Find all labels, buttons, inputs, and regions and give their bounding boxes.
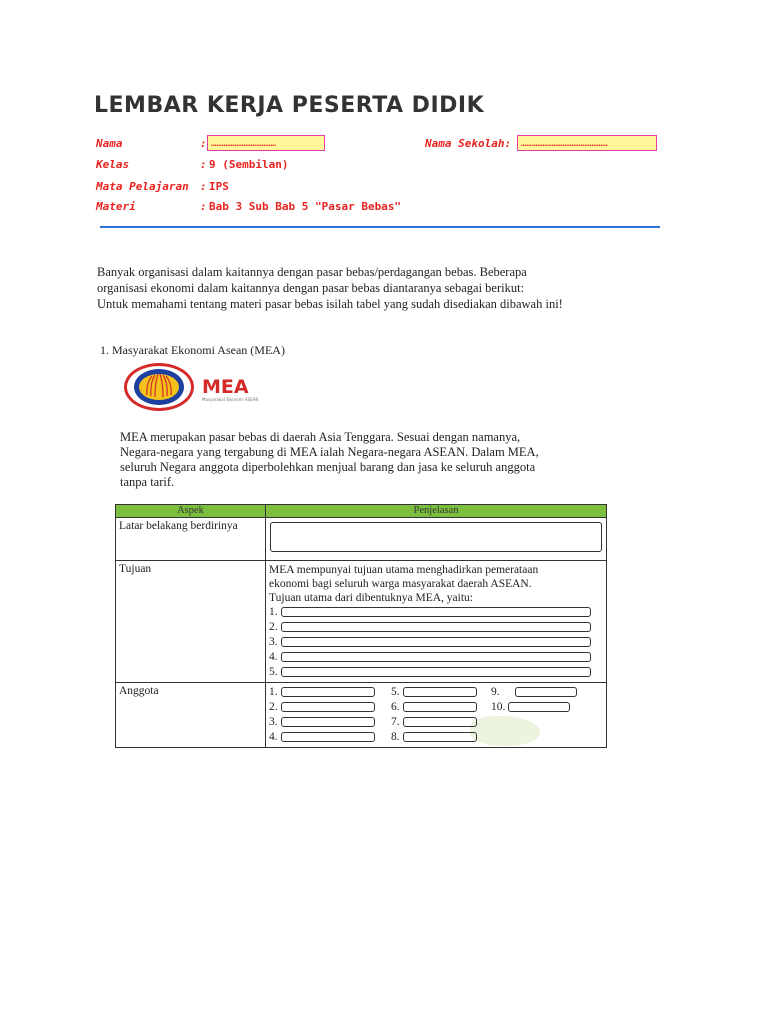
anggota-num-6: 6. [391, 701, 400, 713]
anggota-col-2 [391, 685, 491, 745]
anggota-blank-1[interactable] [281, 687, 375, 697]
mapel-colon: : [200, 180, 207, 193]
table-row-latar [116, 518, 607, 561]
mapel-value: IPS [209, 180, 229, 193]
anggota-num-1: 1. [269, 686, 278, 698]
anggota-blank-7[interactable] [403, 717, 477, 727]
materi-value: Bab 3 Sub Bab 5 "Pasar Bebas" [209, 200, 402, 213]
anggota-num-8: 8. [391, 731, 400, 743]
tujuan-num-4: 4. [269, 651, 278, 663]
tujuan-num-1: 1. [269, 606, 278, 618]
col-aspek-header: Aspek [116, 505, 266, 518]
anggota-num-7: 7. [391, 716, 400, 728]
anggota-item-5 [391, 685, 491, 700]
tujuan-blank-2[interactable] [281, 622, 591, 632]
table-row-anggota [116, 683, 607, 748]
tujuan-cell [266, 561, 607, 683]
sekolah-label: Nama Sekolah: [425, 137, 512, 150]
mapel-label: Mata Pelajaran [96, 180, 189, 193]
tujuan-item-3 [269, 635, 603, 650]
intro-line-2: organisasi ekonomi dalam kaitannya dengan pasar bebas diantaranya sebagai berikut: [97, 281, 525, 295]
tujuan-blank-5[interactable] [281, 667, 591, 677]
tujuan-blank-3[interactable] [281, 637, 591, 647]
anggota-grid [269, 685, 603, 745]
anggota-item-10 [491, 700, 591, 715]
anggota-item-1 [269, 685, 391, 700]
anggota-blank-10[interactable] [508, 702, 570, 712]
nama-label: Nama [96, 137, 123, 150]
tujuan-item-1 [269, 605, 603, 620]
tujuan-label: Tujuan [116, 561, 266, 683]
latar-label: Latar belakang berdirinya [116, 518, 266, 561]
kelas-value: 9 (Sembilan) [209, 158, 289, 171]
section-1-heading: 1. Masyarakat Ekonomi Asean (MEA) [100, 343, 285, 357]
anggota-item-2 [269, 700, 391, 715]
anggota-item-9 [491, 685, 591, 700]
mea-desc-line-2: Negara-negara yang tergabung di MEA ialah Negara-negara ASEAN. Dalam MEA, [120, 445, 539, 459]
mea-description [120, 430, 610, 490]
table-row-tujuan [116, 561, 607, 683]
tujuan-item-5 [269, 665, 603, 680]
intro-paragraph [97, 264, 697, 312]
latar-answer-box[interactable] [270, 522, 602, 552]
anggota-blank-6[interactable] [403, 702, 477, 712]
anggota-blank-5[interactable] [403, 687, 477, 697]
table-header-row [116, 505, 607, 518]
mea-logo-text: MEA [202, 376, 249, 398]
anggota-label: Anggota [116, 683, 266, 748]
mea-logo-subtext: Masyarakat Ekonomi ASEAN [202, 397, 259, 402]
anggota-blank-8[interactable] [403, 732, 477, 742]
intro-line-3: Untuk memahami tentang materi pasar bebas isilah tabel yang sudah disediakan dibawah ini! [97, 297, 563, 311]
header-divider [100, 226, 660, 228]
nama-colon: : [200, 137, 207, 150]
tujuan-num-2: 2. [269, 621, 278, 633]
tujuan-item-2 [269, 620, 603, 635]
anggota-num-2: 2. [269, 701, 278, 713]
mea-desc-line-4: tanpa tarif. [120, 475, 175, 489]
mea-desc-line-3: seluruh Negara anggota diperbolehkan menjual barang dan jasa ke seluruh anggota [120, 460, 536, 474]
kelas-label: Kelas [96, 158, 130, 171]
mea-table [115, 504, 607, 748]
tujuan-text-3: Tujuan utama dari dibentuknya MEA, yaitu: [269, 592, 473, 604]
kelas-colon: : [200, 158, 207, 171]
worksheet-title: LEMBAR KERJA PESERTA DIDIK [94, 93, 485, 118]
anggota-num-10: 10. [491, 701, 506, 713]
anggota-col-1 [269, 685, 391, 745]
anggota-blank-4[interactable] [281, 732, 375, 742]
nama-field[interactable]: ……………………………… [207, 135, 325, 151]
anggota-blank-9[interactable] [515, 687, 577, 697]
col-penjelasan-header: Penjelasan [266, 505, 607, 518]
materi-colon: : [200, 200, 207, 213]
tujuan-item-4 [269, 650, 603, 665]
anggota-item-3 [269, 715, 391, 730]
anggota-item-4 [269, 730, 391, 745]
rice-stalk-icon [134, 369, 184, 405]
tujuan-blank-4[interactable] [281, 652, 591, 662]
anggota-item-8 [391, 730, 491, 745]
anggota-blank-3[interactable] [281, 717, 375, 727]
anggota-num-4: 4. [269, 731, 278, 743]
tujuan-blank-1[interactable] [281, 607, 591, 617]
anggota-cell [266, 683, 607, 748]
tujuan-num-5: 5. [269, 666, 278, 678]
asean-emblem-inner [134, 369, 184, 405]
anggota-item-7 [391, 715, 491, 730]
anggota-item-6 [391, 700, 491, 715]
anggota-col-3 [491, 685, 591, 745]
tujuan-text-1: MEA mempunyai tujuan utama menghadirkan pemerataan [269, 564, 539, 576]
anggota-num-5: 5. [391, 686, 400, 698]
anggota-num-9: 9. [491, 686, 500, 698]
tujuan-num-3: 3. [269, 636, 278, 648]
anggota-num-3: 3. [269, 716, 278, 728]
latar-cell [266, 518, 607, 561]
materi-label: Materi [96, 200, 136, 213]
tujuan-text-2: ekonomi bagi seluruh warga masyarakat daerah ASEAN. [269, 578, 532, 590]
anggota-blank-2[interactable] [281, 702, 375, 712]
intro-line-1: Banyak organisasi dalam kaitannya dengan pasar bebas/perdagangan bebas. Beberapa [97, 265, 527, 279]
mea-desc-line-1: MEA merupakan pasar bebas di daerah Asia Tenggara. Sesuai dengan namanya, [120, 430, 521, 444]
sekolah-field[interactable]: ………………………………………… [517, 135, 657, 151]
